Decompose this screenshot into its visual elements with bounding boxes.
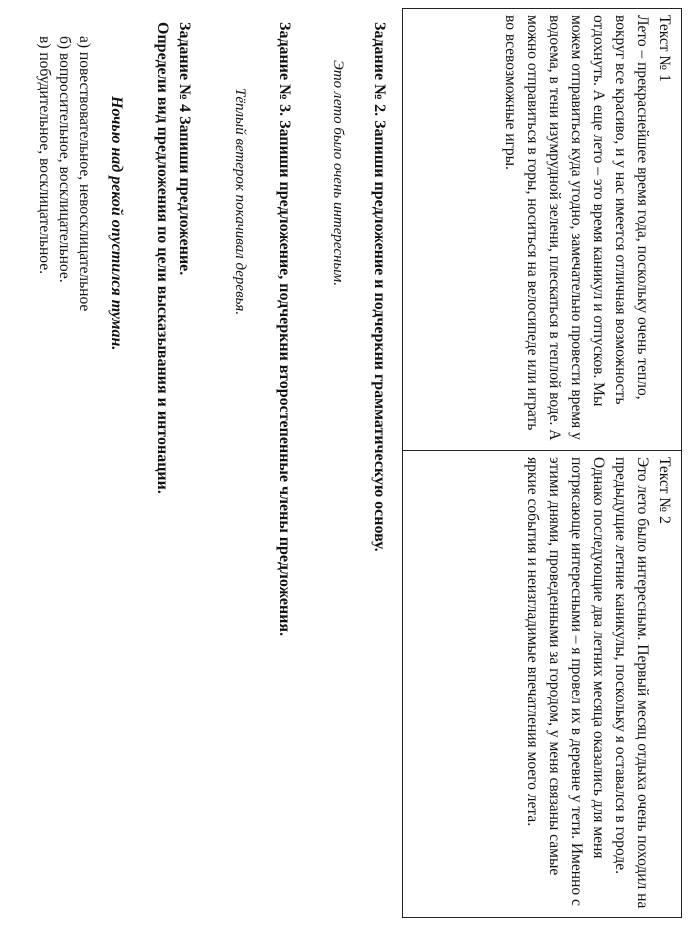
task-2-heading: Задание № 2. Запиши предложение и подчеркни грамматическую основу. [371, 22, 388, 552]
text-2-cell [403, 451, 681, 917]
option-a: а) повествовательное, невосклицательное [76, 36, 93, 312]
task-2-sentence: Это лето было очень интересным. [330, 60, 346, 286]
text-2-body: Это лето было интересным. Первый месяц отдыха очень походил на предыдущие летние каникулы, поскольку я оставался в городе. Однако последующие два летних месяца оказались для меня потрясающе интересными – я провел их в деревне у тети. Именно с этими днями, проведенными за городом, у меня связаны самые яркие события и неизгладимые впечатления моего лета. [524, 457, 651, 909]
answer-options [34, 36, 94, 311]
text-1-cell [403, 9, 681, 451]
task-4-instruction: Определи вид предложения по цели высказывания и интонации. [154, 22, 171, 494]
text-2-title: Текст № 2 [656, 457, 673, 524]
task-3-sentence: Тёплый ветерок покачивал деревья. [232, 88, 248, 316]
task-3-heading: Задание № 3. Запиши предложение, подчеркни второстепенные члены предложения. [276, 22, 293, 637]
text-1-title: Текст № 1 [656, 15, 673, 82]
text-1-body: Лето – прекраснейшее время года, поскольку очень тепло, вокруг все красиво, и у нас имеется отличная возможность отдохнуть. А еще лето – это время каникул и отпусков. Мы можем отправиться куда угодно, замечательно провести время у водоема, в тени изумрудной зелени, плескаться в теплой воде. А можно отправиться в горы, носиться на велосипеде или играть во всевозможные игры. [502, 15, 651, 441]
task-4-heading: Задание № 4 Запиши предложение. [176, 22, 193, 276]
option-b: б) вопросительное, восклицательное. [56, 36, 73, 283]
texts-table [402, 8, 682, 918]
task-4-sentence: Ночью над рекой опустился туман. [108, 96, 125, 351]
option-c: в) побудительное, восклицательное. [36, 36, 53, 274]
